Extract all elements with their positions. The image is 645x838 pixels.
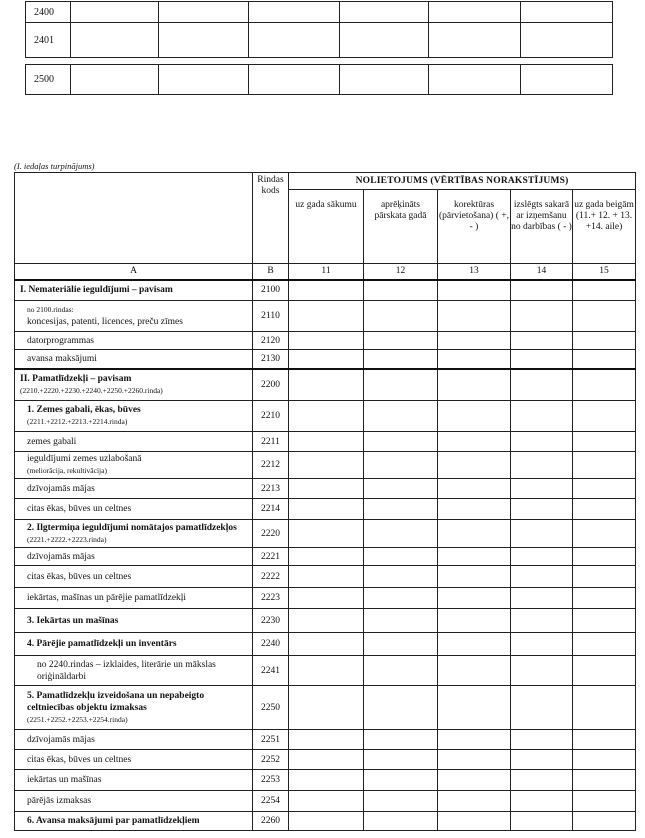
value-cell[interactable] (438, 730, 511, 750)
value-cell[interactable] (511, 499, 573, 520)
value-cell[interactable] (438, 791, 511, 812)
value-cell[interactable] (364, 750, 438, 770)
table-row (15, 479, 636, 499)
value-cell[interactable] (289, 280, 364, 301)
row-label: I. Nemateriālie ieguldījumi – pavisam (20, 285, 173, 296)
value-cell[interactable] (289, 432, 364, 452)
value-cell[interactable] (438, 350, 511, 369)
table-row (15, 499, 636, 520)
row-code: 2252 (253, 750, 289, 770)
value-cell[interactable] (511, 280, 573, 301)
value-cell[interactable] (573, 432, 636, 452)
value-cell[interactable] (438, 332, 511, 350)
value-cell[interactable] (573, 812, 636, 831)
value-cell[interactable] (364, 588, 438, 609)
value-cell[interactable] (521, 2, 613, 23)
column-letter: 14 (511, 264, 573, 280)
value-cell[interactable] (511, 452, 573, 479)
table-row (26, 2, 613, 23)
value-cell[interactable] (511, 369, 573, 401)
row-label-cell (15, 609, 253, 633)
row-label: citas ēkas, būves un celtnes (27, 504, 132, 514)
row-code: 2250 (253, 686, 289, 730)
table-row (15, 332, 636, 350)
row-label: dzīvojamās mājas (27, 551, 95, 562)
row-code: 2210 (253, 401, 289, 432)
value-cell[interactable] (289, 479, 364, 499)
value-cell[interactable] (364, 656, 438, 686)
value-cell[interactable] (289, 369, 364, 401)
value-cell[interactable] (511, 520, 573, 548)
header-col-14: izslēgts sakarā ar izņemšanu no darbības ( - ) (511, 190, 573, 264)
value-cell[interactable] (438, 770, 511, 791)
table-row (26, 23, 613, 58)
top-fragment-table-total (25, 64, 613, 95)
value-cell[interactable] (573, 566, 636, 588)
value-cell[interactable] (289, 791, 364, 812)
value-cell[interactable] (364, 520, 438, 548)
value-cell[interactable] (573, 452, 636, 479)
value-cell[interactable] (573, 791, 636, 812)
row-label-cell (15, 686, 253, 730)
table-row (15, 633, 636, 656)
value-cell[interactable] (511, 730, 573, 750)
value-cell[interactable] (364, 401, 438, 432)
header-col-12: aprēķināts pārskata gadā (364, 190, 438, 264)
value-cell[interactable] (364, 770, 438, 791)
value-cell[interactable] (289, 588, 364, 609)
value-cell[interactable] (364, 332, 438, 350)
row-note: (2251.+2252.+2253.+2254.rinda) (27, 714, 128, 724)
table-row (15, 791, 636, 812)
value-cell[interactable] (438, 750, 511, 770)
value-cell[interactable] (521, 23, 613, 58)
row-code: 2120 (253, 332, 289, 350)
value-cell[interactable] (249, 23, 340, 58)
row-label: pārējās izmaksas (27, 796, 92, 806)
value-cell[interactable] (573, 770, 636, 791)
row-label: II. Pamatlīdzekļi – pavisam (20, 373, 132, 384)
value-cell[interactable] (289, 656, 364, 686)
table-row (15, 730, 636, 750)
value-cell[interactable] (438, 499, 511, 520)
value-cell[interactable] (438, 812, 511, 831)
row-label-cell (15, 588, 253, 609)
column-letter: 11 (289, 264, 364, 280)
value-cell[interactable] (364, 369, 438, 401)
table-row (15, 301, 636, 332)
value-cell[interactable] (289, 548, 364, 566)
value-cell[interactable] (511, 770, 573, 791)
value-cell[interactable] (289, 686, 364, 730)
value-cell[interactable] (364, 452, 438, 479)
column-letter: 15 (573, 264, 636, 280)
row-note: no 2100.rindas: (27, 305, 74, 314)
row-code: 2100 (253, 280, 289, 301)
row-label-cell (15, 280, 253, 301)
row-note: (2221.+2222.+2223.rinda) (27, 534, 107, 544)
value-cell[interactable] (438, 479, 511, 499)
value-cell[interactable] (438, 301, 511, 332)
value-cell[interactable] (573, 520, 636, 548)
value-cell[interactable] (521, 65, 613, 95)
row-label: no 2240.rindas – izklaides, literārie un mākslas oriģināldarbi (37, 659, 216, 682)
value-cell[interactable] (511, 479, 573, 499)
table-row (15, 656, 636, 686)
value-cell[interactable] (573, 479, 636, 499)
header-rindas-kods: Rindas kods (253, 173, 289, 264)
row-label: iekārtas, mašīnas un pārējie pamatlīdzekļi (27, 593, 187, 603)
value-cell[interactable] (364, 350, 438, 369)
row-label-cell (15, 812, 253, 831)
value-cell[interactable] (364, 280, 438, 301)
value-cell[interactable] (511, 301, 573, 332)
value-cell[interactable] (573, 656, 636, 686)
value-cell[interactable] (364, 791, 438, 812)
value-cell[interactable] (438, 609, 511, 633)
row-code: 2400 (26, 2, 71, 23)
header-row (15, 173, 636, 190)
table-row (15, 750, 636, 770)
table-row (15, 686, 636, 730)
row-code: 2254 (253, 791, 289, 812)
value-cell[interactable] (429, 2, 521, 23)
value-cell[interactable] (429, 23, 521, 58)
table-row (15, 588, 636, 609)
value-cell[interactable] (573, 588, 636, 609)
value-cell[interactable] (289, 633, 364, 656)
row-label-cell (15, 656, 253, 686)
value-cell[interactable] (364, 686, 438, 730)
row-label: 2. Ilgtermiņa ieguldījumi nomātajos pamatlīdzekļos (27, 522, 237, 533)
row-label-cell (15, 730, 253, 750)
value-cell[interactable] (511, 791, 573, 812)
value-cell[interactable] (289, 730, 364, 750)
value-cell[interactable] (438, 432, 511, 452)
row-label-cell (15, 332, 253, 350)
row-code: 2220 (253, 520, 289, 548)
value-cell[interactable] (289, 812, 364, 831)
row-label: koncesijas, patenti, licences, preču zīmes (27, 317, 183, 327)
value-cell[interactable] (511, 350, 573, 369)
row-code: 2500 (26, 65, 71, 95)
row-label: dzīvojamās mājas (27, 483, 95, 494)
header-col-11: uz gada sākumu (289, 190, 364, 264)
row-code: 2223 (253, 588, 289, 609)
row-code: 2212 (253, 452, 289, 479)
column-letter: 12 (364, 264, 438, 280)
value-cell[interactable] (511, 686, 573, 730)
row-note: (meliorācija, rekultivācija) (27, 466, 107, 475)
value-cell[interactable] (511, 750, 573, 770)
value-cell[interactable] (573, 350, 636, 369)
value-cell[interactable] (438, 686, 511, 730)
row-label-cell (15, 432, 253, 452)
row-note: (2211.+2212.+2213.+2214.rinda) (27, 417, 128, 426)
value-cell[interactable] (364, 633, 438, 656)
row-code: 2213 (253, 479, 289, 499)
value-cell[interactable] (364, 730, 438, 750)
value-cell[interactable] (289, 750, 364, 770)
column-letter: A (15, 264, 253, 280)
row-code: 2130 (253, 350, 289, 369)
table-row (15, 548, 636, 566)
table-row (15, 369, 636, 401)
value-cell[interactable] (573, 332, 636, 350)
value-cell[interactable] (429, 65, 521, 95)
value-cell[interactable] (249, 2, 340, 23)
value-cell[interactable] (438, 452, 511, 479)
value-cell[interactable] (364, 432, 438, 452)
value-cell[interactable] (511, 566, 573, 588)
column-letter: B (253, 264, 289, 280)
value-cell[interactable] (438, 566, 511, 588)
row-label: 5. Pamatlīdzekļu izveidošana un nepabeigto celtniecības objektu izmaksas (27, 690, 205, 713)
table-row (15, 609, 636, 633)
depreciation-table (14, 172, 636, 831)
value-cell[interactable] (573, 609, 636, 633)
value-cell[interactable] (364, 301, 438, 332)
section-continuation-note: (I. iedaļas turpinājums) (14, 161, 95, 171)
row-code: 2401 (26, 23, 71, 58)
row-label: iekārtas un mašīnas (27, 775, 102, 785)
value-cell[interactable] (573, 499, 636, 520)
value-cell[interactable] (340, 2, 429, 23)
value-cell[interactable] (71, 2, 159, 23)
value-cell[interactable] (289, 401, 364, 432)
row-label: zemes gabali (27, 436, 77, 447)
row-label: 6. Avansa maksājumi par pamatlīdzekļiem (27, 816, 200, 826)
table-row (26, 65, 613, 95)
row-label-cell (15, 401, 253, 432)
header-col-15: uz gada beigām (11.+ 12. + 13. +14. aile) (573, 190, 636, 264)
row-code: 2241 (253, 656, 289, 686)
table-row (15, 401, 636, 432)
row-label-cell (15, 499, 253, 520)
header-col-13: korektūras (pārvietošana) ( +, - ) (438, 190, 511, 264)
value-cell[interactable] (438, 633, 511, 656)
row-label: citas ēkas, būves un celtnes (27, 754, 132, 765)
value-cell[interactable] (289, 301, 364, 332)
row-code: 2253 (253, 770, 289, 791)
value-cell[interactable] (289, 350, 364, 369)
value-cell[interactable] (438, 369, 511, 401)
row-label: dzīvojamās mājas (27, 734, 95, 745)
value-cell[interactable] (438, 548, 511, 566)
column-letter: 13 (438, 264, 511, 280)
row-code: 2211 (253, 432, 289, 452)
table-row (15, 432, 636, 452)
value-cell[interactable] (511, 609, 573, 633)
value-cell[interactable] (289, 520, 364, 548)
value-cell[interactable] (511, 588, 573, 609)
row-label-cell (15, 452, 253, 479)
table-row (15, 812, 636, 831)
value-cell[interactable] (573, 301, 636, 332)
value-cell[interactable] (289, 452, 364, 479)
row-code: 2230 (253, 609, 289, 633)
row-label-cell (15, 479, 253, 499)
row-label-cell (15, 750, 253, 770)
row-code: 2214 (253, 499, 289, 520)
value-cell[interactable] (159, 2, 249, 23)
row-label: 3. Iekārtas un mašīnas (27, 615, 119, 626)
row-label: 4. Pārējie pamatlīdzekļi un inventārs (27, 639, 177, 649)
row-label-cell (15, 369, 253, 401)
row-code: 2110 (253, 301, 289, 332)
value-cell[interactable] (438, 656, 511, 686)
value-cell[interactable] (71, 23, 159, 58)
value-cell[interactable] (364, 566, 438, 588)
value-cell[interactable] (71, 65, 159, 95)
value-cell[interactable] (511, 812, 573, 831)
row-label-cell (15, 770, 253, 791)
value-cell[interactable] (511, 633, 573, 656)
value-cell[interactable] (438, 280, 511, 301)
value-cell[interactable] (364, 499, 438, 520)
row-label: citas ēkas, būves un celtnes (27, 571, 132, 582)
row-label-cell (15, 548, 253, 566)
header-main-title: NOLIETOJUMS (VĒRTĪBAS NORAKSTĪJUMS) (289, 173, 636, 190)
value-cell[interactable] (573, 633, 636, 656)
row-code: 2260 (253, 812, 289, 831)
row-label-cell (15, 633, 253, 656)
row-code: 2251 (253, 730, 289, 750)
row-label-cell (15, 791, 253, 812)
row-note: (2210.+2220.+2230.+2240.+2250.+2260.rinda) (20, 385, 163, 395)
row-label-cell (15, 520, 253, 548)
value-cell[interactable] (511, 401, 573, 432)
value-cell[interactable] (511, 432, 573, 452)
column-letter-row (15, 264, 636, 280)
value-cell[interactable] (159, 23, 249, 58)
value-cell[interactable] (511, 548, 573, 566)
row-code: 2221 (253, 548, 289, 566)
value-cell[interactable] (573, 401, 636, 432)
value-cell[interactable] (364, 609, 438, 633)
value-cell[interactable] (438, 588, 511, 609)
header-blank (15, 173, 253, 264)
value-cell[interactable] (438, 520, 511, 548)
table-row (15, 566, 636, 588)
value-cell[interactable] (573, 548, 636, 566)
value-cell[interactable] (364, 479, 438, 499)
row-code: 2222 (253, 566, 289, 588)
value-cell[interactable] (289, 770, 364, 791)
value-cell[interactable] (340, 65, 429, 95)
value-cell[interactable] (159, 65, 249, 95)
row-label: avansa maksājumi (27, 353, 97, 364)
row-label: ieguldījumi zemes uzlabošanā (27, 454, 142, 464)
row-code: 2200 (253, 369, 289, 401)
value-cell[interactable] (573, 369, 636, 401)
row-code: 2240 (253, 633, 289, 656)
value-cell[interactable] (573, 750, 636, 770)
table-row (15, 280, 636, 301)
top-fragment-table (25, 1, 613, 58)
value-cell[interactable] (289, 566, 364, 588)
value-cell[interactable] (511, 656, 573, 686)
value-cell[interactable] (364, 548, 438, 566)
value-cell[interactable] (289, 609, 364, 633)
row-label: datorprogrammas (27, 335, 95, 346)
value-cell[interactable] (340, 23, 429, 58)
table-row (15, 520, 636, 548)
value-cell[interactable] (438, 401, 511, 432)
value-cell[interactable] (573, 730, 636, 750)
value-cell[interactable] (573, 280, 636, 301)
value-cell[interactable] (289, 332, 364, 350)
value-cell[interactable] (289, 499, 364, 520)
table-row (15, 350, 636, 369)
table-row (15, 452, 636, 479)
row-label-cell (15, 350, 253, 369)
value-cell[interactable] (573, 686, 636, 730)
row-label-cell (15, 301, 253, 332)
table-row (15, 770, 636, 791)
value-cell[interactable] (364, 812, 438, 831)
value-cell[interactable] (249, 65, 340, 95)
row-label: 1. Zemes gabali, ēkas, būves (27, 405, 141, 415)
row-label-cell (15, 566, 253, 588)
value-cell[interactable] (511, 332, 573, 350)
